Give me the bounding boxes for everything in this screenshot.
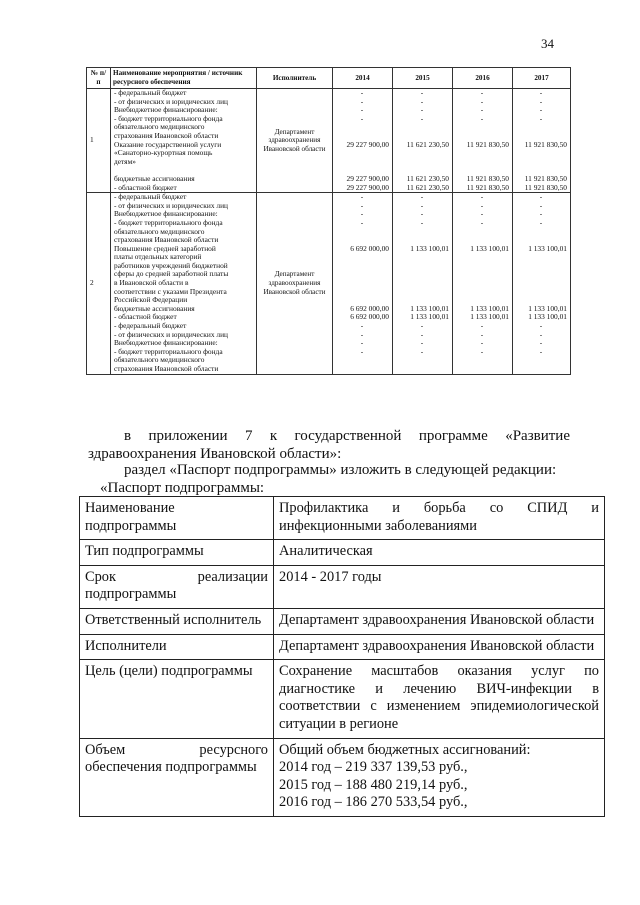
measure-description — [111, 193, 257, 374]
executor-cell: Департамент здравоохранения Ивановской области — [257, 89, 333, 193]
financing-table — [86, 67, 571, 375]
source-line: обязательного медицинского — [114, 123, 205, 132]
passport-row — [80, 738, 605, 816]
amount-value — [335, 166, 389, 175]
source-line: - от физических и юридических лиц — [114, 97, 228, 106]
amendment-word: к — [269, 428, 278, 444]
col-header-2016: 2016 — [453, 68, 513, 89]
amount-value — [455, 228, 509, 237]
amount-value: 11 621 230,50 — [406, 174, 449, 183]
amendment-word: программе — [418, 428, 488, 444]
amount-cell — [513, 193, 571, 374]
passport-value-line: Профилактика и борьба со СПИД и инфекционными заболеваниями — [279, 500, 599, 534]
amount-value — [335, 296, 389, 305]
amount-value: - — [480, 114, 484, 123]
amendment-line-2: здравоохранения Ивановской области»: — [88, 446, 342, 462]
amount-value: - — [480, 97, 484, 106]
amount-value — [395, 228, 449, 237]
measure-description — [111, 89, 257, 193]
amount-value: 6 692 000,00 — [350, 313, 389, 322]
source-line: Внебюджетное финансирование: — [114, 210, 218, 219]
amount-value: - — [420, 201, 424, 210]
amendment-paragraph — [88, 427, 570, 463]
amount-value — [515, 132, 567, 141]
amount-value — [515, 262, 567, 271]
amount-value — [515, 356, 567, 365]
passport-value — [274, 608, 605, 634]
amount-value: 11 621 230,50 — [406, 140, 449, 149]
amount-value — [395, 236, 449, 245]
amount-value: - — [360, 201, 364, 210]
amount-value: 11 921 830,50 — [524, 140, 567, 149]
amount-value — [335, 288, 389, 297]
passport-value — [274, 540, 605, 566]
source-line: - федеральный бюджет — [114, 89, 187, 97]
amount-value — [395, 356, 449, 365]
amount-value — [455, 123, 509, 132]
amount-value — [335, 236, 389, 245]
amount-value: 11 921 830,50 — [466, 174, 509, 183]
amount-value: 29 227 900,00 — [346, 140, 389, 149]
amount-value — [335, 279, 389, 288]
amount-value — [395, 270, 449, 279]
source-line: - федеральный бюджет — [114, 193, 187, 202]
source-line: работников учреждений бюджетной — [114, 261, 228, 270]
source-line: бюджетные ассигнования — [114, 174, 195, 183]
amount-value — [395, 158, 449, 167]
row-number: 1 — [87, 89, 111, 193]
amendment-word: «Развитие — [505, 428, 570, 444]
passport-value-line: 2014 - 2017 годы — [279, 568, 382, 585]
source-line: страхования Ивановской области — [114, 365, 219, 373]
amount-value: 1 133 100,01 — [410, 304, 449, 313]
amount-value: 1 133 100,01 — [470, 244, 509, 253]
amount-value: - — [480, 210, 484, 219]
amendment-line-1 — [88, 427, 570, 445]
amount-value — [515, 253, 567, 262]
amount-value: - — [420, 322, 424, 331]
amount-value: 1 133 100,01 — [410, 244, 449, 253]
passport-label: Тип подпрограммы — [80, 540, 274, 566]
passport-row — [80, 565, 605, 608]
source-line: - федеральный бюджет — [114, 322, 187, 331]
amount-value: - — [539, 218, 543, 227]
amount-cell — [393, 193, 453, 374]
passport-value-line: Департамент здравоохранения Ивановской области — [279, 637, 595, 654]
passport-value — [274, 565, 605, 608]
passport-label: Срок реализации подпрограммы — [80, 565, 274, 608]
amount-value: - — [420, 210, 424, 219]
amount-value: 1 133 100,01 — [470, 313, 509, 322]
passport-value-line: Сохранение масштабов оказания услуг по диагностике и лечению ВИЧ-инфекции в соответствии с изменением эпидемиологической ситуации в регионе — [279, 663, 599, 732]
source-line: соответствии с указами Президента — [114, 287, 227, 296]
amount-value — [395, 123, 449, 132]
source-line: страхования Ивановской области — [114, 236, 219, 245]
amount-value — [395, 288, 449, 297]
amount-value: - — [360, 330, 364, 339]
passport-heading: «Паспорт подпрограммы: — [100, 480, 265, 496]
amount-cell — [453, 193, 513, 374]
amendment-word: государственной — [294, 428, 402, 444]
source-line: Повышение средней заработной — [114, 244, 216, 253]
amount-value: - — [539, 210, 543, 219]
col-header-2014: 2014 — [333, 68, 393, 89]
amount-value: - — [420, 106, 424, 115]
amount-value: - — [420, 218, 424, 227]
amount-value — [455, 158, 509, 167]
amount-value — [515, 279, 567, 288]
amount-cell — [393, 89, 453, 193]
passport-label: Исполнители — [80, 634, 274, 660]
amount-value: 1 133 100,01 — [528, 304, 567, 313]
source-line: обязательного медицинского — [114, 227, 205, 236]
passport-value-line: Департамент здравоохранения Ивановской области — [279, 611, 595, 628]
amount-value: - — [480, 347, 484, 356]
amount-value: 6 692 000,00 — [350, 244, 389, 253]
passport-value-line: Общий объем бюджетных ассигнований: — [279, 741, 531, 758]
source-line: Оказание государственной услуги — [114, 140, 222, 149]
amount-value: - — [539, 347, 543, 356]
amount-cell — [513, 89, 571, 193]
amount-value: - — [480, 322, 484, 331]
amendment-word: 7 — [244, 428, 253, 444]
col-header-measure: Наименование мероприятия / источник ресурсного обеспечения — [111, 68, 257, 89]
row-number: 2 — [87, 193, 111, 374]
amount-value: - — [539, 330, 543, 339]
passport-value-line: Аналитическая — [279, 543, 373, 560]
amount-value — [395, 132, 449, 141]
amount-value — [335, 356, 389, 365]
source-line: сферы до средней заработной платы — [114, 270, 229, 279]
source-line: платы отдельных категорий — [114, 253, 202, 262]
amount-value — [455, 288, 509, 297]
amount-value — [335, 123, 389, 132]
col-header-number: № п/п — [87, 68, 111, 89]
amendment-word: приложении — [148, 428, 228, 444]
amount-value — [395, 253, 449, 262]
amount-value: 1 133 100,01 — [470, 304, 509, 313]
amount-value — [455, 296, 509, 305]
passport-row — [80, 540, 605, 566]
amount-value — [335, 228, 389, 237]
amount-value — [335, 270, 389, 279]
amount-value: - — [539, 89, 543, 97]
amount-value: - — [420, 339, 424, 348]
amount-value: - — [539, 201, 543, 210]
amount-value — [395, 166, 449, 175]
amount-value: - — [480, 193, 484, 202]
amount-value: 29 227 900,00 — [346, 174, 389, 183]
amount-value — [515, 123, 567, 132]
amount-value — [335, 262, 389, 271]
source-line: «Санаторно-курортная помощь — [114, 149, 213, 158]
amount-value: - — [480, 89, 484, 97]
amount-value — [515, 296, 567, 305]
amount-value — [515, 270, 567, 279]
amount-value — [395, 365, 449, 374]
amount-value: - — [360, 322, 364, 331]
amount-value — [515, 288, 567, 297]
amount-value: - — [360, 339, 364, 348]
amount-value — [335, 253, 389, 262]
amount-value: - — [360, 210, 364, 219]
col-header-executor: Исполнитель — [257, 68, 333, 89]
amount-value — [515, 158, 567, 167]
passport-label: Объем ресурсного обеспечения подпрограммы — [80, 738, 274, 816]
passport-row — [80, 634, 605, 660]
amount-value: - — [360, 193, 364, 202]
amount-value: 11 921 830,50 — [466, 140, 509, 149]
source-line: детям» — [114, 157, 136, 166]
amount-value — [455, 365, 509, 374]
passport-value-line: 2014 год – 219 337 139,53 руб., — [279, 759, 468, 776]
amount-value: - — [539, 193, 543, 202]
amount-value — [395, 149, 449, 158]
passport-table — [79, 496, 605, 817]
source-line: бюджетные ассигнования — [114, 304, 195, 313]
amount-value: - — [480, 201, 484, 210]
amount-value: 11 921 830,50 — [524, 183, 567, 192]
amount-value — [515, 166, 567, 175]
amount-value: - — [360, 218, 364, 227]
amount-value — [515, 365, 567, 374]
amount-value: - — [480, 339, 484, 348]
source-line: в Ивановской области в — [114, 279, 189, 288]
amount-value — [515, 236, 567, 245]
passport-value-line: 2016 год – 186 270 533,54 руб., — [279, 794, 468, 811]
source-line: - областной бюджет — [114, 183, 177, 192]
page-number: 34 — [541, 36, 554, 51]
amount-value — [455, 262, 509, 271]
amount-value: - — [480, 106, 484, 115]
amount-value: - — [539, 106, 543, 115]
amount-value: - — [420, 114, 424, 123]
source-line: - от физических и юридических лиц — [114, 201, 228, 210]
amount-value: 1 133 100,01 — [528, 313, 567, 322]
amount-cell — [333, 193, 393, 374]
passport-row — [80, 660, 605, 738]
amount-value — [335, 132, 389, 141]
amount-value — [515, 228, 567, 237]
amount-value — [335, 365, 389, 374]
amount-value: 29 227 900,00 — [346, 183, 389, 192]
amount-value: 1 133 100,01 — [410, 313, 449, 322]
amount-value — [455, 132, 509, 141]
source-line: - бюджет территориального фонда — [114, 114, 223, 123]
amount-value: - — [360, 97, 364, 106]
passport-value — [274, 738, 605, 816]
amount-value — [455, 236, 509, 245]
table-row — [87, 193, 571, 374]
section-instruction: раздел «Паспорт подпрограммы» изложить в следующей редакции: — [124, 462, 557, 478]
amount-value: - — [360, 114, 364, 123]
amount-value: 11 921 830,50 — [524, 174, 567, 183]
amount-value — [455, 149, 509, 158]
amendment-word: в — [124, 428, 132, 444]
source-line: - бюджет территориального фонда — [114, 347, 223, 356]
amount-value: - — [480, 330, 484, 339]
col-header-2015: 2015 — [393, 68, 453, 89]
amount-value — [455, 270, 509, 279]
amount-value: 11 921 830,50 — [466, 183, 509, 192]
passport-label: Ответственный исполнитель — [80, 608, 274, 634]
amount-value: - — [360, 106, 364, 115]
amount-value: - — [420, 193, 424, 202]
amount-value: - — [420, 347, 424, 356]
amount-value — [455, 253, 509, 262]
amount-value — [455, 356, 509, 365]
amount-value: - — [480, 218, 484, 227]
passport-value — [274, 497, 605, 540]
col-header-2017: 2017 — [513, 68, 571, 89]
amount-value — [395, 279, 449, 288]
amount-cell — [453, 89, 513, 193]
amount-value: - — [360, 347, 364, 356]
passport-row — [80, 608, 605, 634]
source-line: - бюджет территориального фонда — [114, 218, 223, 227]
source-line: - от физических и юридических лиц — [114, 330, 228, 339]
amount-value: 6 692 000,00 — [350, 304, 389, 313]
amount-value: - — [420, 97, 424, 106]
passport-value-line: 2015 год – 188 480 219,14 руб., — [279, 776, 468, 793]
table-row — [87, 89, 571, 193]
amount-value — [455, 279, 509, 288]
amount-value: 11 621 230,50 — [406, 183, 449, 192]
source-line: Внебюджетное финансирование: — [114, 106, 218, 115]
amount-value: - — [539, 97, 543, 106]
passport-row — [80, 497, 605, 540]
amount-value — [515, 149, 567, 158]
amount-value: - — [539, 322, 543, 331]
passport-label: Наименование подпрограммы — [80, 497, 274, 540]
amount-value: - — [420, 89, 424, 97]
passport-label: Цель (цели) подпрограммы — [80, 660, 274, 738]
executor-cell: Департамент здравоохранения Ивановской области — [257, 193, 333, 374]
passport-value — [274, 660, 605, 738]
source-line: страхования Ивановской области — [114, 131, 219, 140]
passport-value — [274, 634, 605, 660]
amount-value: - — [539, 339, 543, 348]
source-line: - областной бюджет — [114, 313, 177, 322]
amount-value: 1 133 100,01 — [528, 244, 567, 253]
amount-value: - — [360, 89, 364, 97]
source-line — [114, 166, 254, 175]
financing-table-header — [87, 68, 571, 89]
amount-cell — [333, 89, 393, 193]
amount-value — [455, 166, 509, 175]
amount-value — [395, 296, 449, 305]
amount-value — [335, 158, 389, 167]
source-line: обязательного медицинского — [114, 356, 205, 365]
amount-value: - — [420, 330, 424, 339]
source-line: Российской Федерации — [114, 296, 188, 305]
amount-value — [335, 149, 389, 158]
amount-value: - — [539, 114, 543, 123]
amount-value — [395, 262, 449, 271]
source-line: Внебюджетное финансирование: — [114, 339, 218, 348]
